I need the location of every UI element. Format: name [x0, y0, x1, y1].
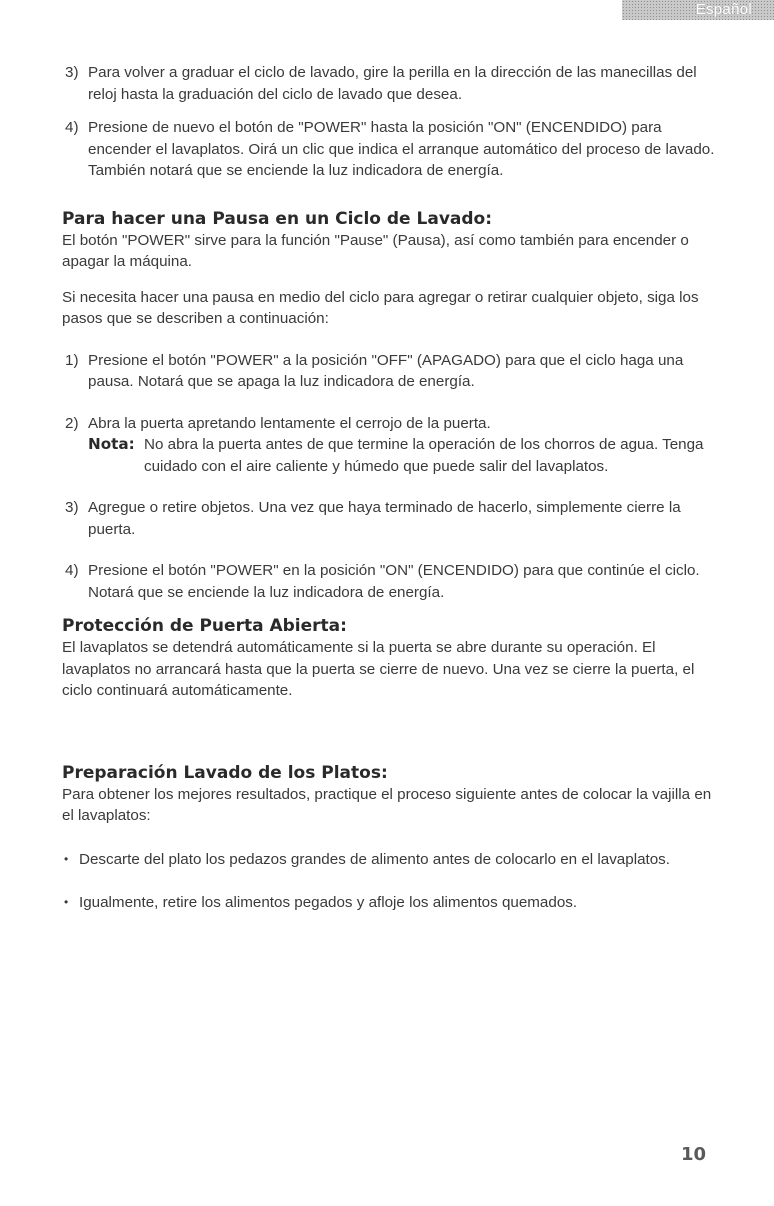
bullet-text: Igualmente, retire los alimentos pegados y afloje los alimentos quemados.: [79, 894, 578, 911]
list-item: [62, 849, 722, 871]
list-item: [62, 350, 722, 393]
pause-heading: Para hacer una Pausa en un Ciclo de Lavado:: [62, 208, 493, 229]
list-item: [62, 560, 722, 603]
step-number: 4): [65, 119, 79, 136]
note-label: Nota:: [88, 435, 135, 453]
list-item: [62, 892, 722, 914]
step-number: 4): [65, 562, 79, 579]
step-number: 1): [65, 351, 79, 369]
note: [62, 434, 722, 477]
page-number: 10: [680, 1144, 706, 1165]
step-text: Presione el botón "POWER" a la posición "OFF" (APAGADO) para que el ciclo haga una pausa. Notará que se apaga la luz indicadora de energía.: [88, 351, 684, 390]
bullet-icon: •: [64, 895, 69, 909]
step-text: Para volver a graduar el ciclo de lavado, gire la perilla en la dirección de las manecillas del reloj hasta la graduación del ciclo de lavado que desea.: [88, 64, 697, 103]
step-number: 2): [65, 414, 79, 432]
language-tab-label: Español: [695, 1, 752, 18]
page-content: [62, 62, 722, 914]
pause-intro: El botón "POWER" sirve para la función "Pause" (Pausa), así como también para encender o apagar la máquina.: [62, 231, 689, 270]
bullet-text: Descarte del plato los pedazos grandes de alimento antes de colocarlo en el lavaplatos.: [79, 850, 670, 868]
step-number: 3): [65, 499, 79, 516]
step-text: Agregue o retire objetos. Una vez que haya terminado de hacerlo, simplemente cierre la puerta.: [88, 499, 681, 538]
step-number: 3): [65, 64, 79, 81]
list-item: [62, 413, 722, 435]
bullet-icon: •: [64, 851, 69, 866]
step-text: Presione el botón "POWER" en la posición "ON" (ENCENDIDO) para que continúe el ciclo. Notará que se enciende la luz indicadora de energía.: [88, 562, 700, 601]
list-item: [62, 497, 722, 540]
language-tab: [622, 0, 774, 20]
step-text: Presione de nuevo el botón de "POWER" hasta la posición "ON" (ENCENDIDO) para encender el lavaplatos. Oirá un clic que indica el arranque automático del proceso de lavado. También notará que se enciende la luz indicadora de energía.: [88, 119, 715, 179]
step-text: Abra la puerta apretando lentamente el cerrojo de la puerta.: [88, 414, 491, 432]
list-item: [62, 62, 722, 105]
list-item: [62, 117, 722, 182]
prep-intro: Para obtener los mejores resultados, practique el proceso siguiente antes de colocar la vajilla en el lavaplatos:: [62, 785, 712, 824]
note-text: No abra la puerta antes de que termine la operación de los chorros de agua. Tenga cuidado con el aire caliente y húmedo que puede salir del lavaplatos.: [144, 436, 704, 475]
prep-heading: Preparación Lavado de los Platos:: [62, 762, 388, 783]
door-heading: Protección de Puerta Abierta:: [62, 616, 347, 636]
door-text: El lavaplatos se detendrá automáticamente si la puerta se abre durante su operación. El lavaplatos no arrancará hasta que la puerta se cierre de nuevo. Una vez se cierre la puerta, el ciclo continuará automáticamente.: [62, 639, 695, 699]
pause-intro-2: Si necesita hacer una pausa en medio del ciclo para agregar o retirar cualquier objeto, siga los pasos que se describen a continuación:: [62, 288, 699, 327]
